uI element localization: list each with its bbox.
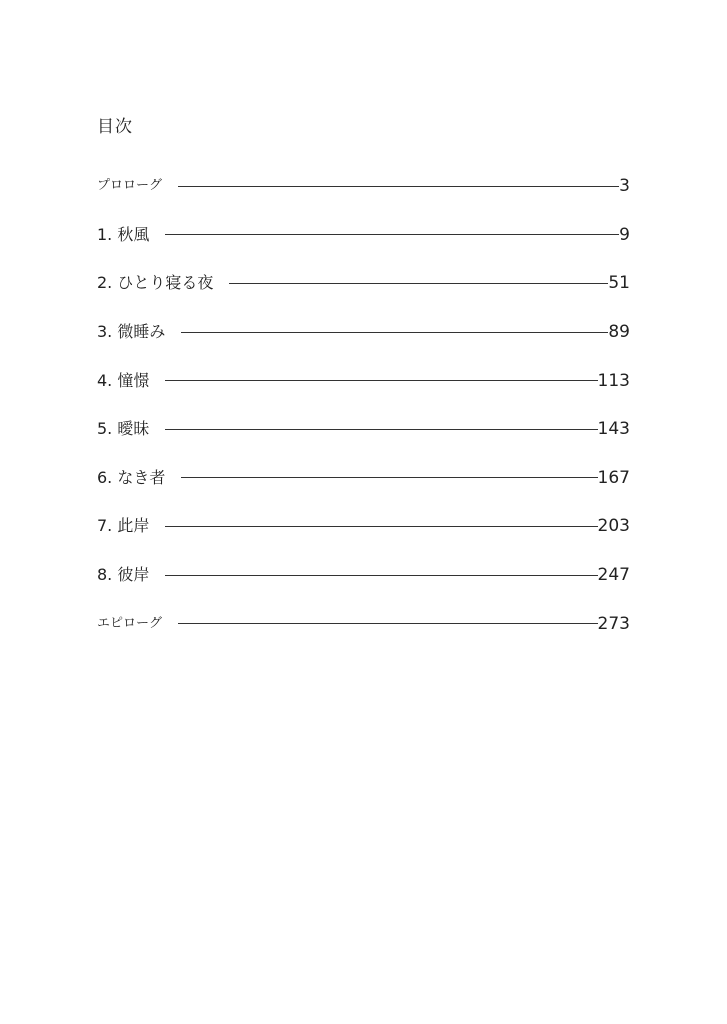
toc-entry-page-number: 9 — [619, 224, 630, 245]
toc-entry-label: プロローグ — [97, 178, 163, 194]
toc-entry-label: 2. ひとり寝る夜 — [97, 273, 214, 293]
toc-entry-label: 1. 秋風 — [97, 224, 150, 244]
toc-entry-chapter-8[interactable] — [97, 551, 630, 600]
toc-entry-page-number: 167 — [597, 467, 630, 488]
leader-line — [229, 283, 608, 284]
leader-line — [165, 575, 597, 576]
leader-line — [178, 623, 598, 624]
toc-entry-page-number: 3 — [619, 176, 630, 197]
toc-entry-epilogue[interactable] — [97, 599, 630, 648]
toc-entry-chapter-5[interactable] — [97, 405, 630, 454]
leader-line — [181, 332, 608, 333]
toc-entry-label: 5. 曖昧 — [97, 419, 150, 439]
toc-entry-page-number: 51 — [608, 273, 630, 294]
toc-entry-page-number: 247 — [597, 565, 630, 586]
toc-entry-chapter-4[interactable] — [97, 356, 630, 405]
leader-line — [165, 234, 619, 235]
toc-entry-label: エピローグ — [97, 615, 163, 631]
toc-entry-page-number: 89 — [608, 322, 630, 343]
toc-entry-chapter-1[interactable] — [97, 211, 630, 260]
toc-entry-label: 6. なき者 — [97, 467, 166, 487]
toc-list — [97, 162, 630, 648]
toc-title: 目次 — [97, 117, 133, 137]
toc-entry-label: 3. 微睡み — [97, 322, 166, 342]
toc-entry-label: 7. 此岸 — [97, 516, 150, 536]
leader-line — [165, 380, 597, 381]
leader-line — [181, 477, 597, 478]
toc-entry-chapter-2[interactable] — [97, 259, 630, 308]
toc-entry-label: 8. 彼岸 — [97, 565, 150, 585]
toc-entry-chapter-6[interactable] — [97, 454, 630, 503]
leader-line — [178, 186, 619, 187]
toc-entry-chapter-3[interactable] — [97, 308, 630, 357]
leader-line — [165, 429, 597, 430]
toc-entry-page-number: 143 — [597, 419, 630, 440]
leader-line — [165, 526, 597, 527]
toc-entry-page-number: 273 — [597, 613, 630, 634]
toc-entry-page-number: 203 — [597, 516, 630, 537]
toc-entry-prologue[interactable] — [97, 162, 630, 211]
toc-entry-chapter-7[interactable] — [97, 502, 630, 551]
toc-entry-page-number: 113 — [597, 370, 630, 391]
toc-entry-label: 4. 憧憬 — [97, 370, 150, 390]
